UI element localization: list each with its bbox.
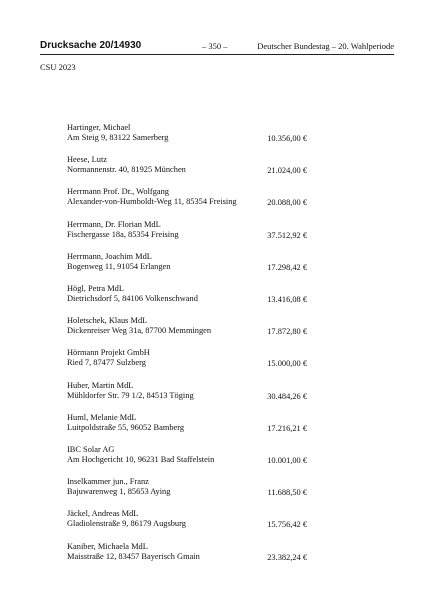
donor-entry — [67, 123, 307, 145]
donor-address: Bajuwarenweg 1, 85653 Aying — [67, 487, 171, 497]
donor-entry — [67, 477, 307, 499]
donor-name: Holetschek, Klaus MdL — [67, 316, 148, 326]
donor-address: Bogenweg 11, 91054 Erlangen — [67, 261, 171, 271]
donor-name: Inselkammer jun., Franz — [67, 477, 149, 487]
donor-amount: 13.416,08 € — [267, 295, 307, 304]
donor-entry — [67, 509, 307, 531]
donor-address: Fischergasse 18a, 85354 Freising — [67, 229, 179, 239]
donor-address: Maisstraße 12, 83457 Bayerisch Gmain — [67, 551, 200, 561]
donor-name: Huml, Melanie MdL — [67, 412, 137, 422]
document-number: 14930 — [113, 40, 142, 51]
donor-entry — [67, 284, 307, 306]
document-prefix: Drucksache 20/ — [40, 40, 114, 51]
donor-entry — [67, 316, 307, 338]
donor-amount: 15.756,42 € — [267, 520, 307, 530]
donor-address: Mühldorfer Str. 79 1/2, 84513 Töging — [67, 390, 194, 400]
donor-amount: 30.484,26 € — [267, 391, 307, 401]
donor-name: Hörmann Projekt GmbH — [67, 348, 150, 358]
donor-amount: 11.688,50 € — [267, 488, 307, 498]
donor-entry — [67, 348, 307, 370]
donor-address: Am Steig 9, 83122 Samerberg — [67, 133, 169, 142]
donor-name: IBC Solar AG — [67, 445, 115, 454]
donor-address: Ried 7, 87477 Sulzberg — [67, 358, 146, 368]
donor-name: Herrmann Prof. Dr., Wolfgang — [67, 187, 169, 197]
donor-name: Herrmann, Joachim MdL — [67, 251, 152, 261]
donor-amount: 10.356,00 € — [267, 134, 307, 143]
donor-address: Am Hochgericht 10, 96231 Bad Staffelstein — [67, 455, 215, 464]
donor-entry — [67, 542, 307, 564]
donor-name: Heese, Lutz — [67, 155, 107, 165]
donor-name: Kaniber, Michaela MdL — [67, 541, 148, 551]
donor-entry — [67, 413, 307, 435]
donor-entry — [67, 381, 307, 403]
document-source: Deutscher Bundestag – 20. Wahlperiode — [257, 41, 394, 51]
donor-address: Luitpoldstraße 55, 96052 Bamberg — [67, 422, 185, 432]
donor-amount: 37.512,92 € — [267, 230, 307, 240]
donor-address: Dickenreiser Weg 31a, 87700 Memmingen — [67, 326, 212, 336]
donor-name: Högl, Petra MdL — [67, 284, 124, 293]
donor-name: Herrmann, Dr. Florian MdL — [67, 219, 161, 229]
page-number: – 350 – — [202, 41, 228, 51]
donor-amount: 20.088,00 € — [267, 198, 307, 208]
donor-name: Huber, Martin MdL — [67, 380, 134, 390]
donor-entry — [67, 220, 307, 242]
donor-address: Dietrichsdorf 5, 84106 Volkenschwand — [67, 294, 198, 303]
donor-address: Normannenstr. 40, 81925 München — [67, 165, 186, 175]
donor-name: Jäckel, Andreas MdL — [67, 509, 139, 519]
donor-amount: 21.024,00 € — [267, 166, 307, 176]
section-label: CSU 2023 — [40, 62, 76, 72]
donor-entry — [67, 252, 307, 274]
donor-amount: 17.872,80 € — [267, 327, 307, 337]
donor-amount: 17.216,21 € — [267, 423, 307, 433]
donor-amount: 15.000,00 € — [267, 359, 307, 369]
donor-entry — [67, 155, 307, 177]
donor-amount: 10.001,00 € — [267, 456, 307, 465]
donor-entry — [67, 187, 307, 209]
donor-name: Hartinger, Michael — [67, 123, 131, 132]
donor-address: Alexander-von-Humboldt-Weg 11, 85354 Freising — [67, 197, 237, 207]
donor-entry — [67, 445, 307, 467]
donor-address: Gladiolenstraße 9, 86179 Augsburg — [67, 519, 186, 529]
donor-amount: 23.382,24 € — [267, 552, 307, 562]
donor-amount: 17.298,42 € — [267, 262, 307, 272]
